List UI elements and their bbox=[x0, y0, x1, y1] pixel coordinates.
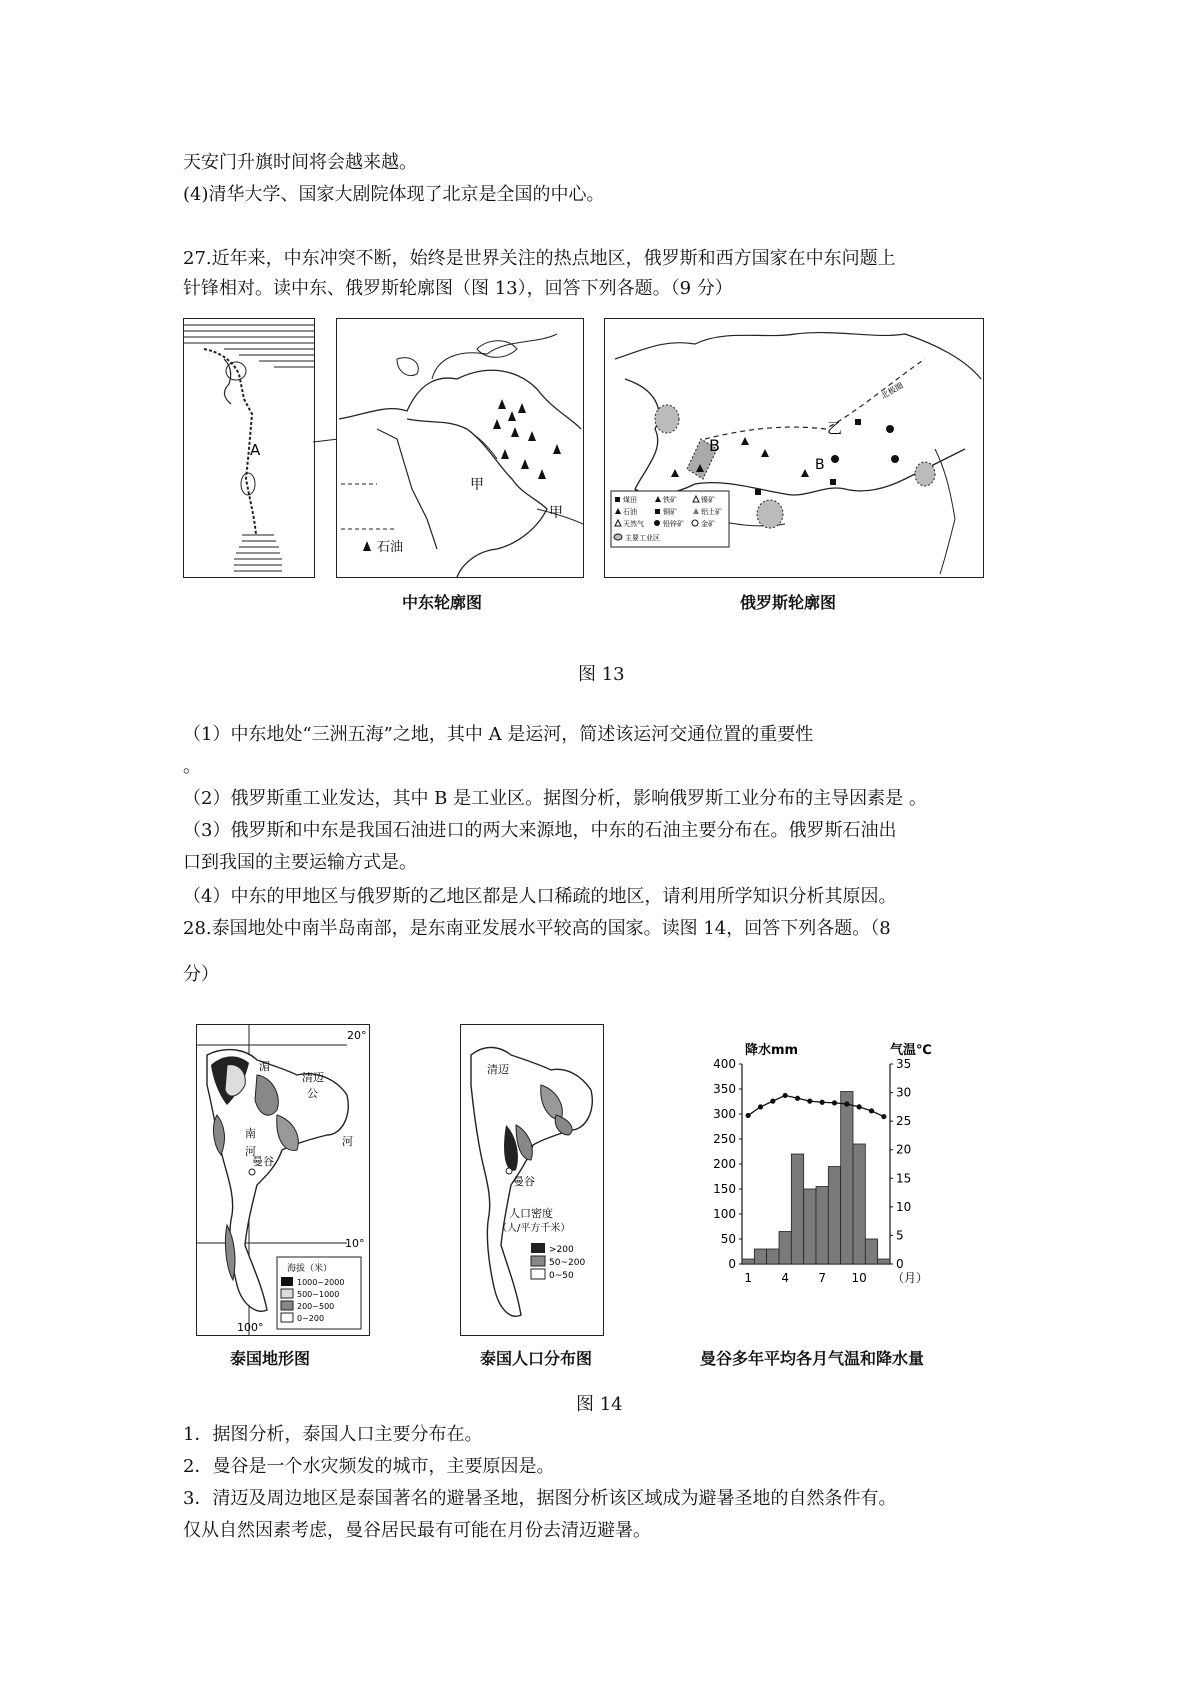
precip-tick-label: 100 bbox=[713, 1207, 736, 1221]
temperature-point bbox=[758, 1104, 763, 1109]
topo-legend-4: 0~200 bbox=[297, 1314, 325, 1323]
precip-tick-label: 350 bbox=[713, 1082, 736, 1096]
temp-axis-label: 气温℃ bbox=[890, 1043, 932, 1058]
temperature-point bbox=[844, 1101, 849, 1106]
label-arctic-circle: 北极圈 bbox=[879, 380, 905, 401]
legend-bauxite: 铝土矿 bbox=[701, 508, 722, 516]
label-jia-2: 甲 bbox=[549, 505, 563, 521]
precip-bar bbox=[779, 1232, 791, 1265]
precip-tick-label: 300 bbox=[713, 1107, 736, 1121]
temperature-point bbox=[746, 1113, 751, 1118]
thailand-topography-map bbox=[196, 1024, 370, 1336]
question-28-1: 1．据图分析，泰国人口主要分布在。 bbox=[183, 1424, 483, 1445]
legend-oil: 石油 bbox=[623, 508, 637, 516]
topo-legend-2: 500~1000 bbox=[297, 1290, 340, 1299]
temp-tick-label: 0 bbox=[896, 1257, 904, 1271]
topo-legend-title: 海拔（米） bbox=[287, 1264, 333, 1274]
label-yi: 乙 bbox=[827, 419, 843, 437]
pop-legend-subtitle: （人/平方千米） bbox=[497, 1223, 571, 1234]
figure-14-caption: 图 14 bbox=[576, 1394, 623, 1415]
temp-tick-label: 25 bbox=[896, 1114, 912, 1129]
temperature-point bbox=[795, 1096, 800, 1101]
question-28-3-cont: 仅从自然因素考虑，曼谷居民最有可能在月份去清迈避暑。 bbox=[183, 1520, 651, 1541]
climate-chart-title: 曼谷多年平均各月气温和降水量 bbox=[700, 1349, 925, 1368]
temp-tick-label: 20 bbox=[896, 1142, 912, 1157]
temperature-point bbox=[783, 1093, 788, 1098]
label-b: B bbox=[709, 436, 720, 455]
precip-tick-label: 400 bbox=[713, 1057, 736, 1071]
russia-map bbox=[604, 318, 984, 578]
label-river: 河 bbox=[342, 1135, 353, 1148]
label-a: A bbox=[250, 441, 261, 459]
precip-bar bbox=[804, 1189, 816, 1264]
precip-bar bbox=[754, 1249, 766, 1264]
legend-industrial-zone: 主要工业区 bbox=[625, 534, 660, 542]
question-27-3-cont: 口到我国的主要运输方式是。 bbox=[183, 852, 417, 873]
question-27-3: （3）俄罗斯和中东是我国石油进口的两大来源地，中东的石油主要分布在。俄罗斯石油出 bbox=[183, 820, 897, 841]
precip-bar bbox=[791, 1154, 803, 1264]
temp-tick-label: 5 bbox=[896, 1228, 904, 1243]
topo-legend-1: 1000~2000 bbox=[297, 1278, 345, 1287]
population-map-title: 泰国人口分布图 bbox=[480, 1349, 593, 1368]
question-28-2: 2．曼谷是一个水灾频发的城市，主要原因是。 bbox=[183, 1456, 555, 1477]
label-bangkok: 曼谷 bbox=[252, 1155, 274, 1168]
legend-copper: 铜矿 bbox=[663, 508, 677, 516]
precip-bar bbox=[816, 1187, 828, 1265]
precip-bar bbox=[878, 1259, 890, 1264]
pop-legend-2: 50~200 bbox=[549, 1258, 586, 1268]
topo-legend-3: 200~500 bbox=[297, 1302, 335, 1311]
question-27-1: （1）中东地处“三洲五海”之地，其中 A 是运河，简述该运河交通位置的重要性 bbox=[183, 724, 814, 745]
temp-tick-label: 15 bbox=[896, 1171, 912, 1186]
label-lon-100: 100° bbox=[237, 1321, 264, 1334]
label-he: 河 bbox=[245, 1145, 256, 1158]
russia-map-title: 俄罗斯轮廓图 bbox=[740, 593, 837, 612]
label-nan: 南 bbox=[245, 1127, 256, 1140]
question-28-stem: 28.泰国地处中南半岛南部，是东南亚发展水平较高的国家。读图 14，回答下列各题。（8 bbox=[183, 918, 891, 939]
precip-bar bbox=[828, 1167, 840, 1265]
question-27-stem: 27.近年来，中东冲突不断，始终是世界关注的热点地区，俄罗斯和西方国家在中东问题上 bbox=[183, 248, 896, 269]
label-lat-10: 10° bbox=[345, 1237, 365, 1250]
question-27-4: （4）中东的甲地区与俄罗斯的乙地区都是人口稀疏的地区，请利用所学知识分析其原因。 bbox=[183, 886, 897, 907]
legend-coal: 煤田 bbox=[623, 496, 637, 504]
middle-east-map bbox=[336, 318, 584, 578]
question-27-stem: 针锋相对。读中东、俄罗斯轮廓图（图 13），回答下列各题。（9 分） bbox=[183, 278, 733, 299]
figure-13-caption: 图 13 bbox=[578, 664, 625, 685]
question-28-stem-cont: 分） bbox=[183, 964, 219, 985]
legend-gold: 金矿 bbox=[701, 520, 715, 528]
label-b-2: B bbox=[815, 457, 825, 473]
legend-oil-label: 石油 bbox=[377, 540, 404, 555]
precip-bar bbox=[865, 1239, 877, 1264]
topography-map-title: 泰国地形图 bbox=[230, 1349, 311, 1368]
bangkok-climate-chart bbox=[690, 1040, 950, 1320]
pop-legend-1: >200 bbox=[549, 1245, 574, 1255]
precip-tick-label: 150 bbox=[713, 1182, 736, 1196]
precip-tick-label: 250 bbox=[713, 1132, 736, 1146]
temperature-point bbox=[770, 1099, 775, 1104]
text-line: 天安门升旗时间将会越来越。 bbox=[183, 152, 417, 173]
temperature-point bbox=[881, 1114, 886, 1119]
label-chiang-mai: 清迈 bbox=[302, 1071, 324, 1084]
precip-bar bbox=[742, 1259, 754, 1264]
precip-tick-label: 50 bbox=[720, 1232, 736, 1246]
temperature-point bbox=[832, 1100, 837, 1105]
question-27-2: （2）俄罗斯重工业发达，其中 B 是工业区。据图分析，影响俄罗斯工业分布的主导因素是 。 bbox=[183, 788, 927, 809]
label-chiang-mai: 清迈 bbox=[487, 1063, 509, 1076]
precip-tick-label: 200 bbox=[713, 1157, 736, 1171]
question-28-3: 3．清迈及周边地区是泰国著名的避暑圣地，据图分析该区域成为避暑圣地的自然条件有。 bbox=[183, 1488, 897, 1509]
precip-bar bbox=[841, 1092, 853, 1265]
temp-tick-label: 10 bbox=[896, 1199, 912, 1214]
legend-nickel: 镍矿 bbox=[701, 496, 715, 504]
temp-tick-label: 35 bbox=[896, 1057, 912, 1071]
temp-tick-label: 30 bbox=[896, 1085, 912, 1100]
legend-iron: 铁矿 bbox=[663, 496, 677, 504]
pop-legend-3: 0~50 bbox=[549, 1271, 574, 1281]
legend-lead-zinc: 铅锌矿 bbox=[663, 520, 684, 528]
temperature-line bbox=[748, 1095, 884, 1116]
middle-east-map-title: 中东轮廓图 bbox=[402, 593, 483, 612]
precip-bar bbox=[767, 1249, 779, 1264]
legend-gas: 天然气 bbox=[623, 520, 644, 528]
thailand-population-map bbox=[460, 1024, 604, 1336]
temperature-point bbox=[820, 1100, 825, 1105]
temperature-point bbox=[857, 1104, 862, 1109]
label-gong: 公 bbox=[307, 1087, 318, 1100]
precip-bar bbox=[853, 1144, 865, 1264]
temperature-point bbox=[869, 1108, 874, 1113]
text-line: (4)清华大学、国家大剧院体现了北京是全国的中心。 bbox=[183, 184, 605, 205]
label-jia: 甲 bbox=[470, 477, 484, 493]
label-lan: 湄 bbox=[259, 1060, 270, 1073]
precip-axis-label: 降水mm bbox=[745, 1043, 799, 1058]
x-tick-label: 10 bbox=[851, 1271, 867, 1285]
x-tick-label: 7 bbox=[818, 1271, 826, 1285]
label-bangkok: 曼谷 bbox=[513, 1175, 535, 1188]
x-tick-label: 4 bbox=[781, 1271, 789, 1285]
label-lat-20: 20° bbox=[347, 1029, 367, 1042]
x-tick-label: 1 bbox=[744, 1271, 752, 1285]
pop-legend-title: 人口密度 bbox=[509, 1207, 553, 1220]
question-27-1-cont: 。 bbox=[183, 756, 201, 777]
suez-canal-inset bbox=[183, 318, 315, 578]
x-unit-label: （月） bbox=[892, 1271, 929, 1285]
precip-tick-label: 0 bbox=[728, 1257, 736, 1271]
temperature-point bbox=[807, 1099, 812, 1104]
